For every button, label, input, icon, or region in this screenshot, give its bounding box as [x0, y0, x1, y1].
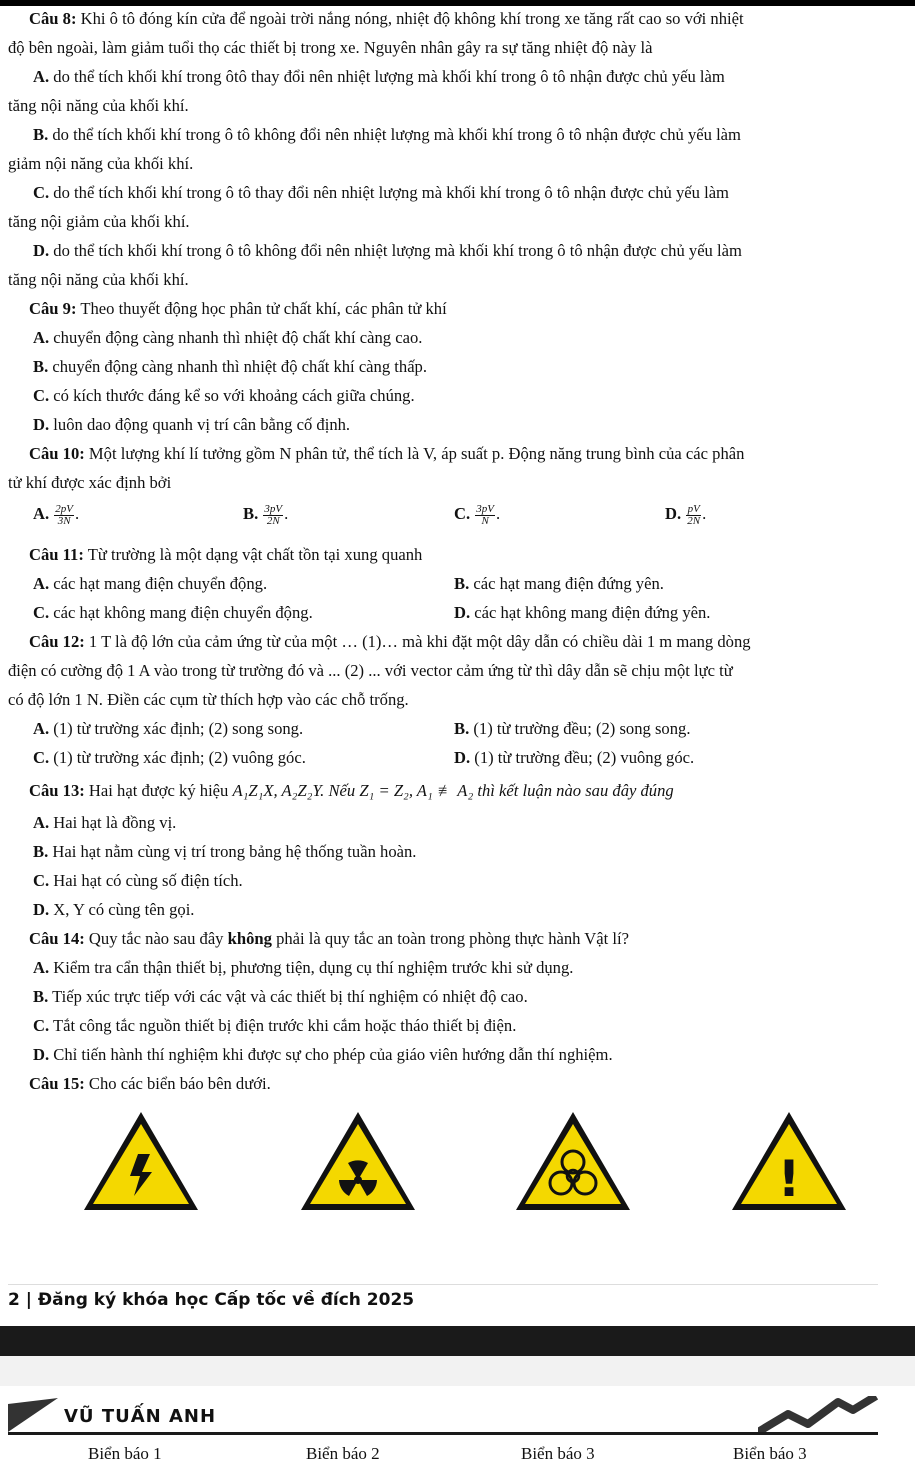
q14-option-a: A. Kiểm tra cẩn thận thiết bị, phương tiện, dụng cụ thí nghiệm trước khi sử dụng. [33, 958, 574, 977]
q8-option-d-cont: tăng nội năng của khối khí. [8, 270, 189, 289]
q8-option-c: C. do thể tích khối khí trong ô tô thay đổi nên nhiệt lượng mà khối khí trong ô tô nhận được chủ yếu làm [33, 183, 729, 202]
q13-option-a: A. Hai hạt là đồng vị. [33, 813, 177, 832]
q8-stem-cont: độ bên ngoài, làm giảm tuổi thọ các thiết bị trong xe. Nguyên nhân gây ra sự tăng nhiệt độ này là [8, 38, 653, 57]
q13-option-d: D. X, Y có cùng tên gọi. [33, 900, 195, 919]
q11-stem: Câu 11: Từ trường là một dạng vật chất tồn tại xung quanh [29, 545, 423, 564]
page-gap [0, 1356, 915, 1386]
q11-option-a: A. các hạt mang điện chuyển động. [33, 574, 268, 593]
q8-option-b-cont: giảm nội năng của khối khí. [8, 154, 194, 173]
q10-option-d: D. $\frac{pV}{2N}$ . [665, 502, 707, 527]
q11-option-c: C. các hạt không mang điện chuyển động. [33, 603, 313, 622]
q8-option-c-cont: tăng nội giảm của khối khí. [8, 212, 190, 231]
q12-option-d: D. (1) từ trường đều; (2) vuông góc. [454, 748, 695, 767]
q8-option-a: A. do thể tích khối khí trong ôtô thay đổi nên nhiệt lượng mà khối khí trong ô tô nhận được chủ yếu làm [33, 67, 725, 86]
q12-stem: Câu 12: 1 T là độ lớn của cảm ứng từ của một … (1)… mà khi đặt một dây dẫn có chiều dài 1 m mang dòng [29, 632, 751, 651]
q15-stem: Câu 15: Cho các biển báo bên dưới. [29, 1074, 271, 1093]
q8-option-a-cont: tăng nội năng của khối khí. [8, 96, 189, 115]
q13-nuclide-symbols: A₁Z₁X, A₂Z₂Y. [232, 781, 325, 800]
q14-stem: Câu 14: Quy tắc nào sau đây không phải là quy tắc an toàn trong phòng thực hành Vật lí? [29, 929, 629, 948]
q10-option-a: A. $\frac{2pV}{3N}$ . [33, 502, 80, 527]
q9-option-b: B. chuyển động càng nhanh thì nhiệt độ chất khí càng thấp. [33, 357, 428, 376]
q9-stem: Câu 9: Theo thuyết động học phân tử chất khí, các phân tử khí [29, 299, 447, 318]
q12-stem-cont-2: có độ lớn 1 N. Điền các cụm từ thích hợp vào các chỗ trống. [8, 690, 409, 709]
q9-option-c: C. có kích thước đáng kể so với khoảng cách giữa chúng. [33, 386, 415, 405]
high-voltage-sign-icon [80, 1108, 202, 1214]
warning-exclamation-sign-icon [728, 1108, 850, 1214]
header-rule [8, 1432, 878, 1435]
q13-option-b: B. Hai hạt nằm cùng vị trí trong bảng hệ thống tuần hoàn. [33, 842, 417, 861]
footer-page-title: 2 | Đăng ký khóa học Cấp tốc về đích 2025 [8, 1290, 415, 1310]
q10-fraction-b: $\frac{3pV}{2N}$ [264, 502, 283, 527]
q10-stem-cont: tử khí được xác định bởi [8, 473, 172, 492]
top-border [0, 0, 915, 6]
header-wing-icon [8, 1398, 58, 1432]
q10-stem: Câu 10: Một lượng khí lí tưởng gồm N phân tử, thể tích là V, áp suất p. Động năng trung bình của các phân [29, 444, 745, 463]
sign-caption-3: Biển báo 3 [521, 1444, 595, 1463]
q14-option-c: C. Tắt công tắc nguồn thiết bị điện trước khi cắm hoặc tháo thiết bị điện. [33, 1016, 517, 1035]
q12-option-c: C. (1) từ trường xác định; (2) vuông góc. [33, 748, 306, 767]
q12-option-b: B. (1) từ trường đều; (2) song song. [454, 719, 691, 738]
q10-fraction-d: $\frac{pV}{2N}$ [687, 502, 701, 527]
q8-stem-text: Khi ô tô đóng kín cửa để ngoài trời nắng nóng, nhiệt độ không khí trong xe tăng rất cao so với nhiệt [76, 9, 744, 28]
exclamation-mark: ! [777, 1150, 801, 1208]
q10-option-c: C. $\frac{3pV}{N}$ . [454, 502, 501, 527]
footer-divider [8, 1284, 878, 1285]
q8-label: Câu 8: [29, 9, 77, 28]
sign-caption-1: Biển báo 1 [88, 1444, 162, 1463]
q13-option-c: C. Hai hạt có cùng số điện tích. [33, 871, 243, 890]
q8-option-d: D. do thể tích khối khí trong ô tô không đổi nên nhiệt lượng mà khối khí trong ô tô nhận được chủ yếu làm [33, 241, 742, 260]
q11-option-b: B. các hạt mang điện đứng yên. [454, 574, 664, 593]
q12-stem-cont: điện có cường độ 1 A vào trong từ trường đó và ... (2) ... với vector cảm ứng từ thì dây dẫn sẽ chịu một lực từ [8, 661, 733, 680]
header-mountain-icon [758, 1396, 878, 1434]
q13-stem: Câu 13: Hai hạt được ký hiệu A₁Z₁X, A₂Z₂Y. Nếu Z₁ = Z₂, A₁ ≢ A₂ thì kết luận nào sau đây đúng [29, 781, 674, 800]
q12-option-a: A. (1) từ trường xác định; (2) song song. [33, 719, 304, 738]
q9-option-a: A. chuyển động càng nhanh thì nhiệt độ chất khí càng cao. [33, 328, 423, 347]
q10-fraction-a: $\frac{2pV}{3N}$ [55, 502, 74, 527]
q8-stem [29, 8, 744, 30]
q9-option-d: D. luôn dao động quanh vị trí cân bằng cố định. [33, 415, 351, 434]
sign-caption-2: Biển báo 2 [306, 1444, 380, 1463]
radiation-sign-icon [297, 1108, 419, 1214]
header-brand: VŨ TUẤN ANH [64, 1406, 217, 1427]
q13-condition: Nếu Z₁ = Z₂, A₁ ≢ A₂ thì kết luận nào sau đây đúng [324, 781, 674, 800]
q8-option-b: B. do thể tích khối khí trong ô tô không đổi nên nhiệt lượng mà khối khí trong ô tô nhận được chủ yếu làm [33, 125, 741, 144]
q10-fraction-c: $\frac{3pV}{N}$ [476, 502, 495, 527]
page-break-band [0, 1326, 915, 1356]
q10-option-b: B. $\frac{3pV}{2N}$ . [243, 502, 289, 527]
sign-caption-4: Biển báo 3 [733, 1444, 807, 1463]
q14-option-d: D. Chỉ tiến hành thí nghiệm khi được sự cho phép của giáo viên hướng dẫn thí nghiệm. [33, 1045, 613, 1064]
q14-option-b: B. Tiếp xúc trực tiếp với các vật và các thiết bị thí nghiệm có nhiệt độ cao. [33, 987, 528, 1006]
q11-option-d: D. các hạt không mang điện đứng yên. [454, 603, 711, 622]
biohazard-sign-icon [512, 1108, 634, 1214]
